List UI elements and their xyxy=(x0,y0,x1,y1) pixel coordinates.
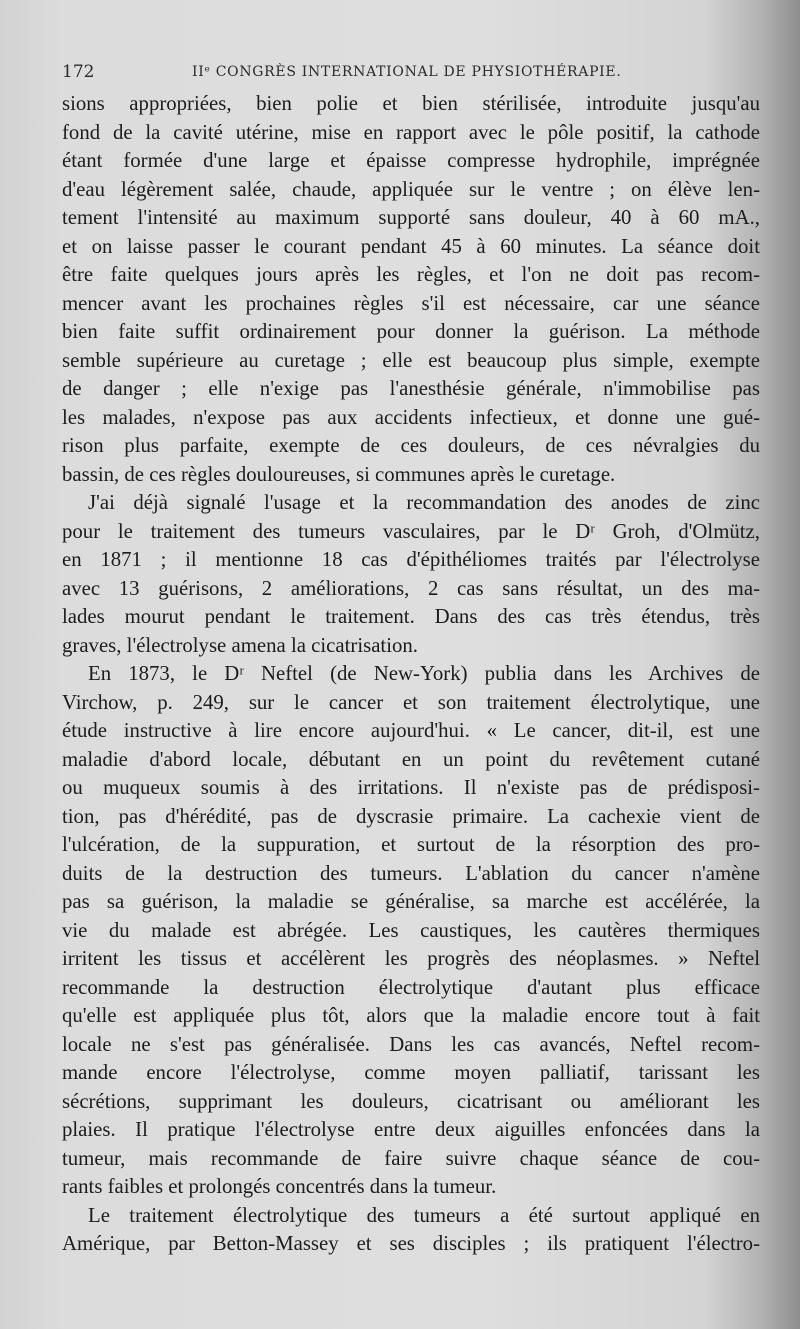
text-line: étant formée d'une large et épaisse compresse hydrophile, imprégnée xyxy=(62,149,760,172)
text-line: en 1871 ; il mentionne 18 cas d'épithéliomes traités par l'électrolyse xyxy=(62,548,760,571)
text-line: qu'elle est appliquée plus tôt, alors que la maladie encore tout à fait xyxy=(62,1004,760,1027)
text-line: Amérique, par Betton-Massey et ses disciples ; ils pratiquent l'électro- xyxy=(62,1232,760,1255)
text-line: irritent les tissus et accélèrent les progrès des néoplasmes. » Neftel xyxy=(62,947,760,970)
text-line: d'eau légèrement salée, chaude, appliquée sur le ventre ; on élève len- xyxy=(62,177,760,201)
text-line: tumeur, mais recommande de faire suivre chaque séance de cou- xyxy=(62,1146,760,1170)
text-line: plaies. Il pratique l'électrolyse entre deux aiguilles enfoncées dans la xyxy=(62,1118,760,1141)
text-line: duits de la destruction des tumeurs. L'ablation du cancer n'amène xyxy=(62,861,760,885)
text-line: ou muqueux soumis à des irritations. Il n'existe pas de prédisposi- xyxy=(62,776,760,799)
text-line: Le traitement électrolytique des tumeurs a été surtout appliqué en xyxy=(88,1203,760,1227)
text-line: l'ulcération, de la suppuration, et surtout de la résorption des pro- xyxy=(62,833,760,856)
text-line: recommande la destruction électrolytique d'autant plus efficace xyxy=(62,975,760,999)
text-line: sécrétions, supprimant les douleurs, cicatrisant ou améliorant les xyxy=(62,1089,760,1113)
text-line: J'ai déjà signalé l'usage et la recommandation des anodes de zinc xyxy=(88,491,760,514)
text-line: maladie d'abord locale, débutant en un point du revêtement cutané xyxy=(62,747,760,771)
text-line: semble supérieure au curetage ; elle est beaucoup plus simple, exempte xyxy=(62,348,760,372)
text-line: graves, l'électrolyse amena la cicatrisation. xyxy=(62,633,418,657)
text-line: tement l'intensité au maximum supporté sans douleur, 40 à 60 mA., xyxy=(62,206,760,229)
text-line: être faite quelques jours après les règles, et l'on ne doit pas recom- xyxy=(62,263,760,286)
text-line: étude instructive à lire encore aujourd'hui. « Le cancer, dit-il, est une xyxy=(62,719,760,742)
text-line: mande encore l'électrolyse, comme moyen palliatif, tarissant les xyxy=(62,1061,760,1084)
text-line: bien faite suffit ordinairement pour donner la guérison. La méthode xyxy=(62,320,760,343)
text-line: locale ne s'est pas généralisée. Dans les cas avancés, Neftel recom- xyxy=(62,1032,760,1056)
text-line: de danger ; elle n'exige pas l'anesthésie générale, n'immobilise pas xyxy=(62,377,760,400)
body-text xyxy=(62,90,760,1259)
running-head: IIᵉ CONGRÈS INTERNATIONAL DE PHYSIOTHÉRAPIE. xyxy=(192,64,622,80)
text-line: lades mourut pendant le traitement. Dans des cas très étendus, très xyxy=(62,605,760,628)
text-line: et on laisse passer le courant pendant 45 à 60 minutes. La séance doit xyxy=(62,234,760,258)
text-line: rison plus parfaite, exempte de ces douleurs, de ces névralgies du xyxy=(62,434,760,457)
text-line: avec 13 guérisons, 2 améliorations, 2 cas sans résultat, un des ma- xyxy=(62,576,760,600)
text-line: mencer avant les prochaines règles s'il est nécessaire, car une séance xyxy=(62,291,760,315)
text-line: tion, pas d'hérédité, pas de dyscrasie primaire. La cachexie vient de xyxy=(62,804,760,828)
page-header xyxy=(62,62,762,88)
text-line: sions appropriées, bien polie et bien stérilisée, introduite jusqu'au xyxy=(62,92,760,115)
page-number: 172 xyxy=(62,62,95,82)
text-line: En 1873, le Dʳ Neftel (de New-York) publia dans les Archives de xyxy=(88,662,760,685)
text-line: Virchow, p. 249, sur le cancer et son traitement électrolytique, une xyxy=(62,690,760,714)
text-line: pour le traitement des tumeurs vasculaires, par le Dʳ Groh, d'Olmütz, xyxy=(62,519,760,543)
text-line: pas sa guérison, la maladie se généralise, sa marche est accélérée, la xyxy=(62,890,760,913)
text-line: vie du malade est abrégée. Les caustiques, les cautères thermiques xyxy=(62,918,760,942)
text-line: bassin, de ces règles douloureuses, si communes après le curetage. xyxy=(62,462,616,486)
text-line: rants faibles et prolongés concentrés dans la tumeur. xyxy=(62,1175,497,1198)
text-line: fond de la cavité utérine, mise en rapport avec le pôle positif, la cathode xyxy=(62,120,760,144)
text-line: les malades, n'expose pas aux accidents infectieux, et donne une gué- xyxy=(62,405,760,429)
